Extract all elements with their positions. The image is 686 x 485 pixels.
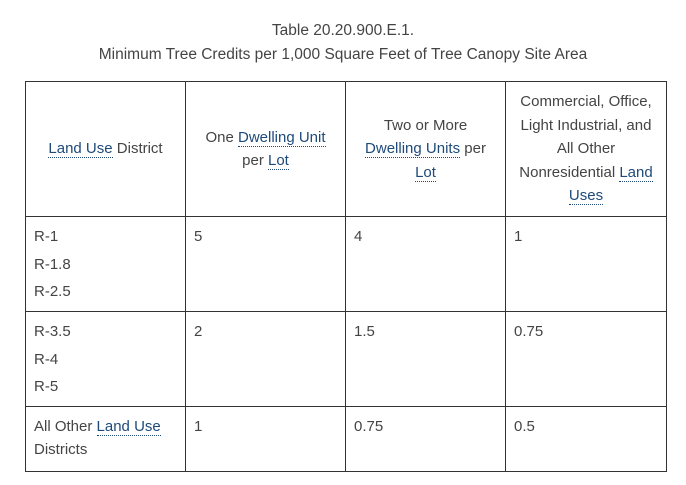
dwelling-units-link[interactable]: Dwelling Units [365, 140, 461, 158]
one-unit-value: 1 [186, 407, 346, 472]
header-text: District [112, 140, 163, 158]
table-caption [0, 0, 686, 67]
district-cell [26, 407, 186, 472]
table-row [26, 312, 667, 407]
district-label: R-3.5 [34, 323, 71, 340]
table-row [26, 217, 667, 312]
district-cell [26, 217, 186, 312]
district-label: All Other [34, 418, 97, 435]
land-use-link[interactable]: Land Use [96, 418, 161, 435]
header-text: per [460, 140, 486, 158]
district-label: R-2.5 [34, 283, 71, 300]
two-more-value: 4 [346, 217, 506, 312]
header-text: Commercial, Office, Light Industrial, and All Other Nonresidential [519, 93, 652, 181]
table-title: Minimum Tree Credits per 1,000 Square Feet of Tree Canopy Site Area [98, 46, 588, 63]
one-unit-value: 2 [186, 312, 346, 407]
nonresidential-value: 1 [506, 217, 667, 312]
header-text: Two or More [383, 116, 468, 134]
district-label: Districts [34, 441, 88, 458]
header-text: One [205, 128, 238, 146]
header-text: per [242, 152, 268, 169]
two-more-value: 0.75 [346, 407, 506, 472]
table-number: Table 20.20.900.E.1. [271, 22, 415, 39]
two-more-value: 1.5 [346, 312, 506, 407]
dwelling-unit-link[interactable]: Dwelling Unit [237, 128, 326, 146]
header-two-or-more-units [346, 82, 506, 217]
lot-link[interactable]: Lot [268, 152, 289, 169]
header-land-use-district [26, 82, 186, 217]
district-label: R-4 [34, 350, 59, 368]
land-use-link[interactable]: Land Use [48, 140, 113, 158]
header-nonresidential [506, 82, 667, 217]
district-label: R-1.8 [34, 255, 71, 273]
nonresidential-value: 0.75 [506, 312, 667, 407]
district-cell [26, 312, 186, 407]
table-header-row [26, 82, 667, 217]
district-label: R-1 [34, 228, 59, 245]
nonresidential-value: 0.5 [506, 407, 667, 472]
district-label: R-5 [34, 378, 59, 395]
land-uses-link[interactable]: Land Uses [568, 163, 653, 205]
lot-link[interactable]: Lot [415, 163, 436, 181]
one-unit-value: 5 [186, 217, 346, 312]
tree-credits-table [25, 81, 667, 472]
header-one-dwelling-unit [186, 82, 346, 217]
table-row [26, 407, 667, 472]
